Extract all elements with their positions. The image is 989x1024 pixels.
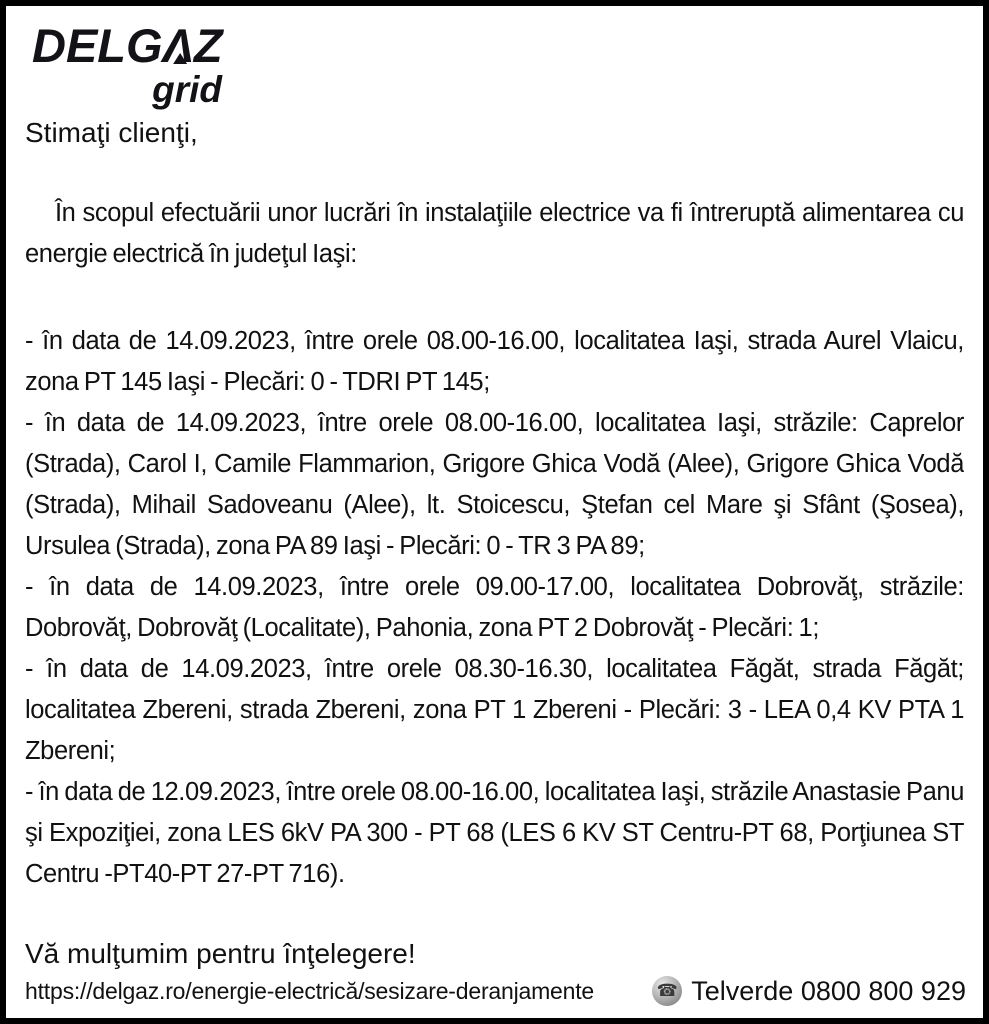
logo-letter-a <box>162 19 194 72</box>
closing-message: Vă mulţumim pentru înţelegere! <box>25 938 416 969</box>
outage-item-5: - în data de 12.09.2023, între orele 08.00-16.00, localitatea Iaşi, străzile Anastasie Panu şi Expoziţiei, zona LES 6kV PA 300 - PT 68 (LES 6 KV ST Centru-PT 68, Porţiunea ST Centru -PT40-PT 27-PT 716). <box>25 778 964 888</box>
logo-a-triangle-icon <box>173 53 187 64</box>
logo-lambda-glyph: Λ <box>162 19 194 72</box>
phone-icon <box>652 976 682 1006</box>
announcement-body <box>25 112 964 970</box>
logo-wordmark <box>32 19 232 72</box>
logo-text-z: Z <box>193 19 223 72</box>
outage-item-2: - în data de 14.09.2023, între orele 08.00-16.00, localitatea Iaşi, străzile: Caprelor (Strada), Carol I, Camile Flammarion, Grigore Ghica Vodă (Alee), Grigore Ghica Vodă (Strada), Mihail Sadoveanu (Alee), lt. Stoicescu, Ştefan cel Mare şi Sfânt (Şosea), Ursulea (Strada), zona PA 89 Iaşi - Plecări: 0 - TR 3 PA 89; <box>25 409 964 560</box>
telverde-contact <box>652 976 966 1007</box>
delgaz-grid-logo <box>32 19 232 110</box>
website-link[interactable]: https://delgaz.ro/energie-electrică/sesizare-deranjamente <box>25 977 595 1004</box>
phone-glyph: ☎ <box>656 980 678 1000</box>
outage-item-1: - în data de 14.09.2023, între orele 08.00-16.00, localitatea Iaşi, strada Aurel Vlaicu, zona PT 145 Iaşi - Plecări: 0 - TDRI PT 145; <box>25 327 964 396</box>
outage-item-3: - în data de 14.09.2023, între orele 09.00-17.00, localitatea Dobrovăţ, străzile: Dobrovăţ, Dobrovăţ (Localitate), Pahonia, zona PT 2 Dobrovăţ - Plecări: 1; <box>25 573 964 642</box>
telverde-number: Telverde 0800 800 929 <box>691 975 966 1006</box>
logo-grid-subtitle: grid <box>152 69 222 110</box>
logo-text-delg: DELG <box>32 19 163 72</box>
greeting-text: Stimaţi clienţi, <box>25 117 198 148</box>
outage-item-4: - în data de 14.09.2023, între orele 08.30-16.30, localitatea Făgăt, strada Făgăt; localitatea Zbereni, strada Zbereni, zona PT 1 Zbereni - Plecări: 3 - LEA 0,4 KV PTA 1 Zbereni; <box>25 655 964 765</box>
footer-bar <box>25 973 966 1009</box>
intro-paragraph: În scopul efectuării unor lucrări în instalaţiile electrice va fi întreruptă alimentarea cu energie electrică în judeţul Iaşi: <box>25 199 964 268</box>
